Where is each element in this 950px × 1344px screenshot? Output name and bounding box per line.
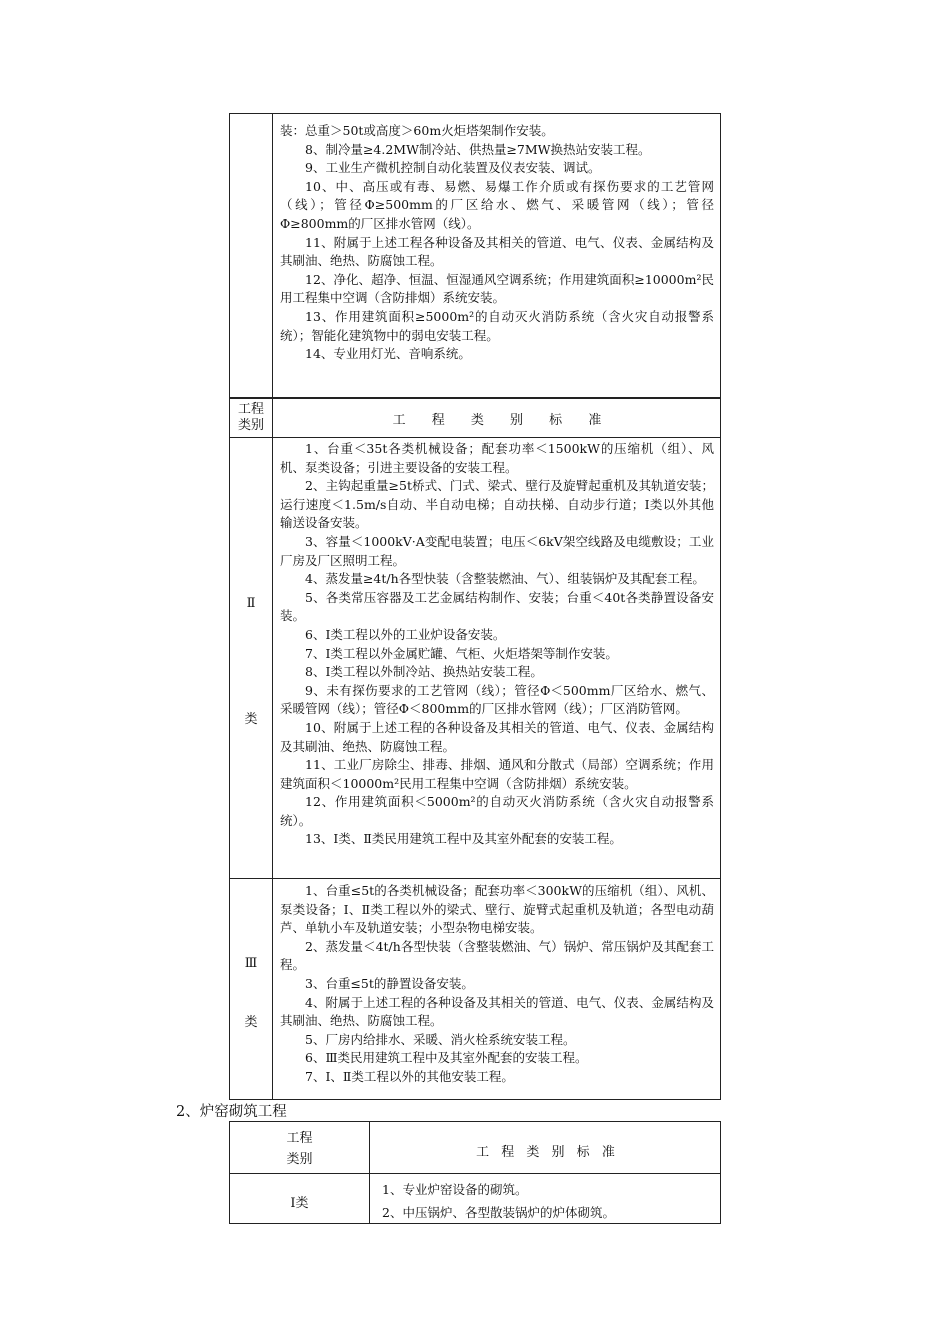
row-divider xyxy=(230,1173,720,1174)
class3-label xyxy=(230,956,272,971)
t2-header-category-line2: 类别 xyxy=(286,1152,313,1167)
t2-header-category-label xyxy=(230,1128,369,1170)
class3-item: 3、台重≤5t的静置设备安装。 xyxy=(305,975,474,991)
class3-item: 4、附属于上述工程的各种设备及其相关的管道、电气、仪表、金属结构及其刷油、绝热、防腐蚀工程。 xyxy=(280,994,714,1029)
class3-item: 1、台重≤5t的各类机械设备；配套功率＜300kW的压缩机（组）、风机、泵类设备；Ⅰ、Ⅱ类工程以外的梁式、壁行、旋臂式起重机及轨道；各型电动葫芦、单轨小车及轨道安装；小型杂物电梯安装。 xyxy=(280,883,714,936)
class2-label xyxy=(230,596,272,611)
t2-header-standard-text: 工 程 类 别 标 准 xyxy=(476,1145,615,1160)
class1-item: 装：总重＞50t或高度＞60m火炬塔架制作安装。 xyxy=(280,123,554,138)
header-category-line1: 工程 xyxy=(237,402,264,417)
class2-label-suffix xyxy=(230,708,272,727)
t2-class1-standard-cell xyxy=(382,1178,716,1224)
class1-item: 13、作用建筑面积≥5000m²的自动灭火消防系统（含火灾自动报警系统）；智能化建筑物中的弱电安装工程。 xyxy=(280,308,714,343)
class1-item: 12、净化、超净、恒温、恒湿通风空调系统；作用建筑面积≥10000m²民用工程集中空调（含防排烟）系统安装。 xyxy=(280,271,714,306)
class1-item: 10、中、高压或有毒、易燃、易爆工作介质或有探伤要求的工艺管网（线）；管径Φ≥500mm的厂区给水、燃气、采暖管网（线）；管径Φ≥800mm的厂区排水管网（线）。 xyxy=(280,178,714,231)
class2-item: 2、主钩起重量≥5t桥式、门式、梁式、壁行及旋臂起重机及其轨道安装；运行速度＜1.5m/s自动、半自动电梯；自动扶梯、自动步行道；Ⅰ类以外其他输送设备安装。 xyxy=(280,478,714,531)
class2-standard-cell xyxy=(280,440,714,878)
section-title: 2、炉窑砌筑工程 xyxy=(176,1104,287,1120)
t2-class1-item: 1、专业炉窑设备的砌筑。 xyxy=(382,1182,528,1197)
class3-item: 6、Ⅲ类民用建筑工程中及其室外配套的安装工程。 xyxy=(305,1050,588,1066)
class2-label-line1: Ⅱ xyxy=(246,596,256,611)
t2-header-standard-label xyxy=(369,1141,722,1160)
column-divider xyxy=(272,114,273,1099)
class2-item: 1、台重＜35t各类机械设备；配套功率＜1500kW的压缩机（组）、风机、泵类设备；引进主要设备的安装工程。 xyxy=(280,441,714,475)
row-divider xyxy=(230,437,720,438)
class3-label-line2: 类 xyxy=(244,1015,258,1030)
header-category-label xyxy=(230,402,272,434)
t2-class1-item: 2、中压锅炉、各型散装锅炉的炉体砌筑。 xyxy=(382,1205,615,1220)
class2-item: 7、Ⅰ类工程以外金属贮罐、气柜、火炬塔架等制作安装。 xyxy=(305,645,618,661)
class2-item: 6、Ⅰ类工程以外的工业炉设备安装。 xyxy=(305,626,506,642)
class1-item: 9、工业生产微机控制自动化装置及仪表安装、调试。 xyxy=(305,160,601,176)
header-category-line2: 类别 xyxy=(237,418,264,433)
class3-label-line1: Ⅲ xyxy=(244,956,258,971)
t2-class1-label-text: Ⅰ类 xyxy=(290,1196,309,1211)
class1-item: 11、附属于上述工程各种设备及其相关的管道、电气、仪表、金属结构及其刷油、绝热、防腐蚀工程。 xyxy=(280,234,714,269)
t2-class1-label xyxy=(230,1192,369,1211)
class2-item: 5、各类常压容器及工艺金属结构制作、安装；台重＜40t各类静置设备安装。 xyxy=(280,589,714,624)
class1-item: 14、专业用灯光、音响系统。 xyxy=(305,346,471,362)
class2-item: 4、蒸发量≥4t/h各型快装（含整装燃油、气）、组装锅炉及其配套工程。 xyxy=(305,571,705,587)
class3-item: 7、Ⅰ、Ⅱ类工程以外的其他安装工程。 xyxy=(305,1068,514,1084)
class2-item: 11、工业厂房除尘、排毒、排烟、通风和分散式（局部）空调系统；作用建筑面积＜10000m²民用工程集中空调（含防排烟）系统安装。 xyxy=(280,757,714,791)
class-standard-table xyxy=(229,113,721,1100)
header-standard-text: 工 程 类 别 标 准 xyxy=(392,413,602,428)
class3-item: 5、厂房内给排水、采暖、消火栓系统安装工程。 xyxy=(305,1031,576,1047)
class2-label-line2: 类 xyxy=(244,712,258,727)
class2-item: 10、附属于上述工程的各种设备及其相关的管道、电气、仪表、金属结构及其刷油、绝热、防腐蚀工程。 xyxy=(280,719,714,754)
t2-header-category-line1: 工程 xyxy=(286,1131,313,1146)
furnace-masonry-table xyxy=(229,1121,721,1224)
row-divider xyxy=(230,397,720,399)
class2-item: 8、Ⅰ类工程以外制冷站、换热站安装工程。 xyxy=(305,664,543,680)
row-divider xyxy=(230,878,720,879)
class3-item: 2、蒸发量＜4t/h各型快装（含整装燃油、气）锅炉、常压锅炉及其配套工程。 xyxy=(280,938,714,973)
class3-standard-cell xyxy=(280,882,714,1098)
header-standard-label xyxy=(272,409,722,428)
class2-item: 3、容量＜1000kV·A变配电装置；电压＜6kV架空线路及电缆敷设；工业厂房及厂区照明工程。 xyxy=(280,533,714,568)
class1-continued-cell xyxy=(280,122,714,396)
class3-label-suffix xyxy=(230,1011,272,1030)
class1-item: 8、制冷量≥4.2MW制冷站、供热量≥7MW换热站安装工程。 xyxy=(305,141,651,157)
class2-item: 12、作用建筑面积＜5000m²的自动灭火消防系统（含火灾自动报警系统）。 xyxy=(280,794,714,828)
class2-item: 9、未有探伤要求的工艺管网（线）；管径Φ＜500mm厂区给水、燃气、采暖管网（线）；管径Φ＜800mm的厂区排水管网（线）；厂区消防管网。 xyxy=(280,682,714,717)
class2-item: 13、Ⅰ类、Ⅱ类民用建筑工程中及其室外配套的安装工程。 xyxy=(305,831,622,847)
